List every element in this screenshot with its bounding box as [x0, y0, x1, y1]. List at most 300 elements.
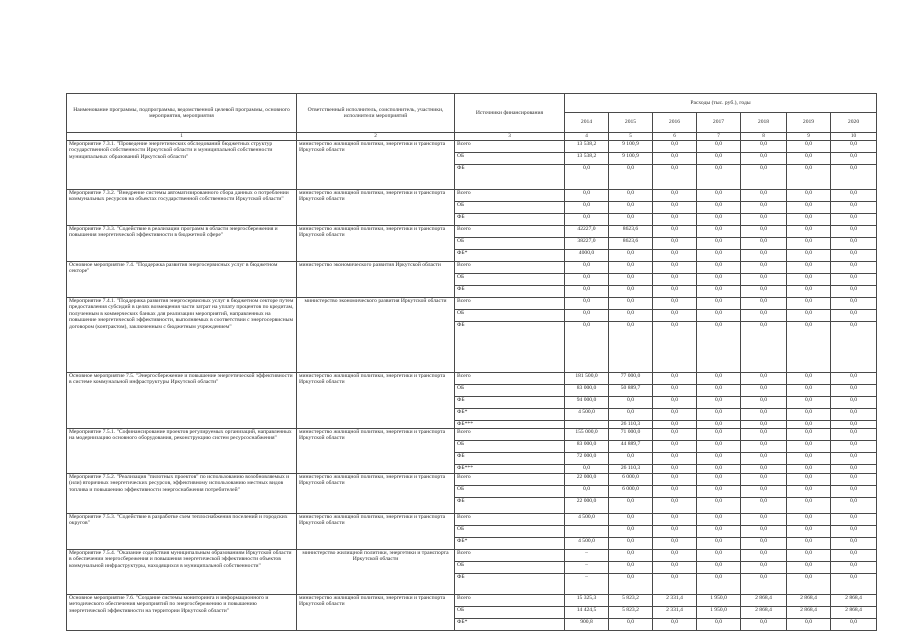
- funding-source: ФБ: [455, 498, 565, 514]
- expense-value: 0,0: [697, 310, 741, 322]
- expense-value: 0,0: [787, 226, 831, 238]
- expense-value: 0,0: [609, 322, 653, 373]
- expense-value: –: [565, 550, 609, 562]
- expense-value: 0,0: [741, 262, 787, 274]
- expense-value: 0,0: [831, 322, 877, 373]
- expense-value: 0,0: [565, 274, 609, 286]
- expense-value: 0,0: [697, 202, 741, 214]
- expense-value: [565, 421, 609, 429]
- expense-value: 8623,6: [609, 238, 653, 250]
- expense-value: 0,0: [831, 486, 877, 498]
- activity-name: Мероприятие 7.5.1. "Софинансирование проектов регулируемых организаций, направленных на модернизацию основного оборудования, реконструкцию систем ресурсоснабжения": [67, 429, 297, 474]
- expense-value: 77 000,0: [609, 373, 653, 385]
- expense-value: –: [565, 574, 609, 595]
- expense-value: 0,0: [831, 397, 877, 409]
- header-name: Наименование программы, подпрограммы, ведомственной целевой программы, основного мероприятия, мероприятия: [67, 94, 297, 133]
- expense-value: 0,0: [653, 421, 697, 429]
- expense-value: 0,0: [787, 298, 831, 310]
- funding-source: ОБ: [455, 562, 565, 574]
- expense-value: 0,0: [609, 262, 653, 274]
- expense-value: 0,0: [653, 619, 697, 631]
- expense-value: 44 889,7: [609, 441, 653, 453]
- expense-value: 0,0: [741, 286, 787, 298]
- expense-value: 42227,0: [565, 226, 609, 238]
- expense-value: 0,0: [697, 153, 741, 165]
- expense-value: 6 000,0: [609, 486, 653, 498]
- expense-value: 0,0: [741, 190, 787, 202]
- expense-value: 0,0: [787, 250, 831, 262]
- expense-value: 0,0: [653, 550, 697, 562]
- expense-value: 0,0: [609, 453, 653, 465]
- funding-source: ФБ: [455, 214, 565, 226]
- expense-value: 0,0: [741, 298, 787, 310]
- activity-name: Мероприятие 7.5.3. "Содействие в разработке схем теплоснабжения поселений и городских округов": [67, 514, 297, 550]
- expense-value: 0,0: [831, 421, 877, 429]
- expense-value: 0,0: [741, 486, 787, 498]
- expense-value: 22 000,0: [565, 498, 609, 514]
- funding-source: ОБ: [455, 385, 565, 397]
- expense-value: 2 868,4: [787, 595, 831, 607]
- expense-value: 94 000,0: [565, 397, 609, 409]
- column-number: 9: [787, 133, 831, 141]
- responsible-executor: министерство жилищной политики, энергетики и транспорта Иркутской области: [297, 429, 455, 474]
- expense-value: 14 424,5: [565, 607, 609, 619]
- expense-value: 0,0: [787, 550, 831, 562]
- table-row: [67, 514, 877, 526]
- expense-value: 0,0: [653, 465, 697, 474]
- expense-value: 0,0: [609, 286, 653, 298]
- expense-value: 0,0: [697, 385, 741, 397]
- expense-value: 0,0: [741, 550, 787, 562]
- header-year: 2020: [831, 113, 877, 133]
- funding-source: Всего: [455, 429, 565, 441]
- funding-source: Всего: [455, 141, 565, 153]
- expense-value: 0,0: [741, 238, 787, 250]
- expense-value: 0,0: [565, 165, 609, 190]
- expense-value: 0,0: [741, 310, 787, 322]
- expense-value: –: [565, 562, 609, 574]
- funding-source: ОБ: [455, 526, 565, 538]
- expense-value: 0,0: [697, 262, 741, 274]
- expense-value: 26 110,3: [609, 421, 653, 429]
- expense-value: 5 823,2: [609, 595, 653, 607]
- expense-value: 0,0: [653, 153, 697, 165]
- budget-table: [66, 93, 877, 631]
- funding-source: Всего: [455, 514, 565, 526]
- expense-value: 0,0: [831, 141, 877, 153]
- expense-value: 83 000,0: [565, 441, 609, 453]
- expense-value: 0,0: [831, 286, 877, 298]
- expense-value: 0,0: [741, 165, 787, 190]
- column-number: 7: [697, 133, 741, 141]
- expense-value: 0,0: [741, 474, 787, 486]
- expense-value: 0,0: [697, 538, 741, 550]
- expense-value: 0,0: [741, 429, 787, 441]
- activity-name: Мероприятие 7.3.1. "Проведение энергетических обследований бюджетных структур государственной собственности Иркутской области и муниципальной собственности муниципальных образований Иркутской области": [67, 141, 297, 190]
- funding-source: ОБ: [455, 486, 565, 498]
- funding-source: Всего: [455, 373, 565, 385]
- expense-value: 0,0: [697, 322, 741, 373]
- expense-value: 0,0: [831, 474, 877, 486]
- expense-value: 0,0: [653, 574, 697, 595]
- expense-value: 0,0: [653, 514, 697, 526]
- expense-value: 0,0: [787, 310, 831, 322]
- funding-source: ОБ: [455, 238, 565, 250]
- expense-value: 1 950,0: [697, 607, 741, 619]
- expense-value: 0,0: [653, 409, 697, 421]
- expense-value: 0,0: [831, 153, 877, 165]
- expense-value: 13 538,2: [565, 141, 609, 153]
- table-row: [67, 429, 877, 441]
- funding-source: ФБ: [455, 453, 565, 465]
- expense-value: 0,0: [609, 310, 653, 322]
- expense-value: 0,0: [653, 474, 697, 486]
- column-number: 3: [455, 133, 565, 141]
- expense-value: 0,0: [787, 574, 831, 595]
- responsible-executor: министерство экономического развития Иркутской области: [297, 298, 455, 373]
- expense-value: 0,0: [609, 298, 653, 310]
- expense-value: 0,0: [697, 429, 741, 441]
- column-number: 2: [297, 133, 455, 141]
- expense-value: 0,0: [831, 373, 877, 385]
- expense-value: 71 000,0: [609, 429, 653, 441]
- activity-name: Мероприятие 7.3.2. "Внедрение системы автоматизированного сбора данных о потреблении коммунальных ресурсов на объектах государственной собственности Иркутской области": [67, 190, 297, 226]
- expense-value: 0,0: [653, 322, 697, 373]
- expense-value: 0,0: [565, 298, 609, 310]
- expense-value: 0,0: [697, 574, 741, 595]
- expense-value: 22 000,0: [565, 474, 609, 486]
- expense-value: 0,0: [741, 153, 787, 165]
- table-row: [67, 190, 877, 202]
- expense-value: 4 500,0: [565, 409, 609, 421]
- expense-value: 0,0: [697, 619, 741, 631]
- table-row: [67, 550, 877, 562]
- table-row: [67, 595, 877, 607]
- expense-value: 0,0: [787, 619, 831, 631]
- expense-value: 0,0: [653, 262, 697, 274]
- expense-value: 0,0: [653, 274, 697, 286]
- expense-value: 0,0: [697, 421, 741, 429]
- expense-value: 0,0: [565, 262, 609, 274]
- expense-value: 0,0: [653, 526, 697, 538]
- expense-value: 0,0: [831, 262, 877, 274]
- table-row: [67, 226, 877, 238]
- funding-source: ФБ*: [455, 409, 565, 421]
- expense-value: 9 100,9: [609, 153, 653, 165]
- funding-source: ОБ: [455, 274, 565, 286]
- expense-value: 0,0: [653, 141, 697, 153]
- responsible-executor: министерство жилищной политики, энергетики и транспорта Иркутской области: [297, 373, 455, 429]
- expense-value: 2 331,4: [653, 607, 697, 619]
- expense-value: 0,0: [609, 274, 653, 286]
- responsible-executor: министерство жилищной политики, энергетики и транспорта Иркутской области: [297, 190, 455, 226]
- expense-value: 0,0: [831, 238, 877, 250]
- expense-value: 0,0: [609, 538, 653, 550]
- expense-value: 0,0: [787, 202, 831, 214]
- expense-value: 0,0: [787, 286, 831, 298]
- expense-value: 0,0: [565, 486, 609, 498]
- column-number-row: [67, 133, 877, 141]
- responsible-executor: министерство жилищной политики, энергетики и транспорта Иркутской области: [297, 141, 455, 190]
- table-row: [67, 298, 877, 310]
- header-source: Источники финансирования: [455, 94, 565, 133]
- expense-value: 0,0: [653, 190, 697, 202]
- expense-value: 0,0: [831, 214, 877, 226]
- expense-value: 0,0: [831, 190, 877, 202]
- expense-value: 0,0: [741, 373, 787, 385]
- header-executor: Ответственный исполнитель, соисполнитель, участники, исполнители мероприятий: [297, 94, 455, 133]
- expense-value: 0,0: [741, 421, 787, 429]
- expense-value: 0,0: [831, 310, 877, 322]
- expense-value: 0,0: [741, 397, 787, 409]
- table-row: [67, 373, 877, 385]
- funding-source: ФБ*: [455, 538, 565, 550]
- funding-source: ОБ: [455, 310, 565, 322]
- expense-value: 5 823,2: [609, 607, 653, 619]
- expense-value: 0,0: [741, 385, 787, 397]
- header-row: [67, 94, 877, 113]
- funding-source: ОБ: [455, 607, 565, 619]
- expense-value: 0,0: [831, 574, 877, 595]
- table-row: [67, 141, 877, 153]
- expense-value: 0,0: [787, 214, 831, 226]
- expense-value: 0,0: [787, 141, 831, 153]
- expense-value: 0,0: [609, 165, 653, 190]
- expense-value: 0,0: [741, 538, 787, 550]
- expense-value: 0,0: [697, 514, 741, 526]
- expense-value: 13 538,2: [565, 153, 609, 165]
- expense-value: 0,0: [787, 373, 831, 385]
- expense-value: 0,0: [609, 526, 653, 538]
- activity-name: Основное мероприятие 7.5. "Энергосбережение и повышение энергетической эффективности в системе коммунальной инфраструктуры Иркутской области": [67, 373, 297, 429]
- expense-value: 0,0: [697, 397, 741, 409]
- expense-value: 0,0: [609, 397, 653, 409]
- responsible-executor: министерство жилищной политики, энергетики и транспорта Иркутской области: [297, 226, 455, 262]
- table-row: [67, 262, 877, 274]
- expense-value: 0,0: [787, 562, 831, 574]
- expense-value: 0,0: [697, 226, 741, 238]
- expense-value: 0,0: [787, 190, 831, 202]
- expense-value: 0,0: [831, 538, 877, 550]
- expense-value: 0,0: [565, 322, 609, 373]
- expense-value: 0,0: [831, 226, 877, 238]
- expense-value: 0,0: [609, 498, 653, 514]
- expense-value: 0,0: [831, 550, 877, 562]
- responsible-executor: министерство жилищной политики, энергетики и транспорта Иркутской области: [297, 514, 455, 550]
- funding-source: Всего: [455, 298, 565, 310]
- responsible-executor: министерство экономического развития Иркутской области: [297, 262, 455, 298]
- expense-value: 0,0: [741, 574, 787, 595]
- responsible-executor: министерство жилищной политики, энергетики и транспорта Иркутской области: [297, 550, 455, 595]
- expense-value: 0,0: [609, 214, 653, 226]
- expense-value: 0,0: [697, 474, 741, 486]
- expense-value: 900,8: [565, 619, 609, 631]
- expense-value: 0,0: [653, 453, 697, 465]
- expense-value: 0,0: [609, 619, 653, 631]
- expense-value: 0,0: [653, 286, 697, 298]
- expense-value: 9 100,9: [609, 141, 653, 153]
- header-year: 2019: [787, 113, 831, 133]
- expense-value: 83 000,0: [565, 385, 609, 397]
- responsible-executor: министерство жилищной политики, энергетики и транспорта Иркутской области: [297, 474, 455, 514]
- expense-value: 0,0: [831, 514, 877, 526]
- expense-value: 0,0: [697, 453, 741, 465]
- funding-source: ФБ***: [455, 465, 565, 474]
- funding-source: ФБ***: [455, 421, 565, 429]
- activity-name: Мероприятие 7.4.1. "Поддержка развития энергосервисных услуг в бюджетном секторе путем предоставления субсидий в целях возмещения части затрат на уплату процентов по кредитам, полученным в коммерческих банках для реализации мероприятий, направленных на повышение энергетической эффективности, выполняемых в соответствии с энергосервисным договором (контрактом), заключенным с бюджетным учреждением": [67, 298, 297, 373]
- expense-value: 0,0: [741, 322, 787, 373]
- header-year: 2015: [609, 113, 653, 133]
- column-number: 1: [67, 133, 297, 141]
- expense-value: 0,0: [831, 250, 877, 262]
- column-number: 4: [565, 133, 609, 141]
- expense-value: 0,0: [653, 250, 697, 262]
- expense-value: 0,0: [787, 274, 831, 286]
- expense-value: [565, 526, 609, 538]
- expense-value: 2 868,4: [787, 607, 831, 619]
- funding-source: Всего: [455, 190, 565, 202]
- expense-value: 0,0: [697, 165, 741, 190]
- activity-name: Мероприятие 7.5.2. "Реализация "пилотных проектов" по использованию возобновляемых и (или) вторичных энергетических ресурсов, эффективному использованию местных видов топлива и повышению эффективности энергоснабжения потребителей": [67, 474, 297, 514]
- expense-value: 0,0: [741, 274, 787, 286]
- expense-value: 0,0: [609, 409, 653, 421]
- expense-value: 0,0: [741, 465, 787, 474]
- responsible-executor: министерство жилищной политики, энергетики и транспорта Иркутской области: [297, 595, 455, 631]
- expense-value: 2 868,4: [741, 607, 787, 619]
- expense-value: 0,0: [609, 574, 653, 595]
- header-year: 2014: [565, 113, 609, 133]
- column-number: 10: [831, 133, 877, 141]
- expense-value: 0,0: [831, 429, 877, 441]
- funding-source: ФБ: [455, 286, 565, 298]
- expense-value: 2 868,4: [741, 595, 787, 607]
- expense-value: 26 110,3: [609, 465, 653, 474]
- expense-value: 0,0: [741, 526, 787, 538]
- expense-value: 0,0: [831, 409, 877, 421]
- expense-value: 0,0: [787, 153, 831, 165]
- funding-source: ФБ: [455, 322, 565, 373]
- expense-value: 0,0: [653, 310, 697, 322]
- expense-value: 0,0: [653, 538, 697, 550]
- expense-value: 0,0: [787, 397, 831, 409]
- expense-value: 0,0: [565, 286, 609, 298]
- header-year: 2017: [697, 113, 741, 133]
- header-year: 2016: [653, 113, 697, 133]
- expense-value: 0,0: [787, 441, 831, 453]
- expense-value: 8623,6: [609, 226, 653, 238]
- expense-value: 2 331,4: [653, 595, 697, 607]
- header-year: 2018: [741, 113, 787, 133]
- expense-value: 0,0: [831, 498, 877, 514]
- expense-value: 0,0: [787, 453, 831, 465]
- expense-value: 4 500,0: [565, 514, 609, 526]
- activity-name: Основное мероприятие 7.4. "Поддержка развития энергосервисных услуг в бюджетном секторе": [67, 262, 297, 298]
- expense-value: 0,0: [787, 474, 831, 486]
- expense-value: 0,0: [609, 190, 653, 202]
- funding-source: Всего: [455, 550, 565, 562]
- expense-value: 0,0: [653, 202, 697, 214]
- expense-value: 0,0: [741, 250, 787, 262]
- expense-value: 0,0: [741, 453, 787, 465]
- expense-value: 0,0: [697, 298, 741, 310]
- expense-value: 0,0: [697, 250, 741, 262]
- expense-value: 0,0: [653, 165, 697, 190]
- expense-value: 0,0: [787, 262, 831, 274]
- expense-value: 0,0: [697, 141, 741, 153]
- expense-value: 0,0: [787, 514, 831, 526]
- expense-value: 0,0: [653, 214, 697, 226]
- expense-value: 0,0: [741, 619, 787, 631]
- expense-value: 0,0: [653, 298, 697, 310]
- expense-value: 0,0: [787, 385, 831, 397]
- expense-value: 72 000,0: [565, 453, 609, 465]
- expense-value: 0,0: [653, 238, 697, 250]
- expense-value: 2 868,4: [831, 595, 877, 607]
- column-number: 8: [741, 133, 787, 141]
- expense-value: 0,0: [831, 619, 877, 631]
- expense-value: 0,0: [787, 498, 831, 514]
- expense-value: 1 950,0: [697, 595, 741, 607]
- expense-value: 0,0: [697, 190, 741, 202]
- expense-value: 50 889,7: [609, 385, 653, 397]
- expense-value: 0,0: [565, 190, 609, 202]
- activity-name: Мероприятие 7.3.3. "Содействие в реализации программ в области энергосбережения и повышения энергетической эффективности в бюджетной сфере": [67, 226, 297, 262]
- expense-value: 0,0: [787, 165, 831, 190]
- expense-value: 0,0: [741, 141, 787, 153]
- expense-value: 0,0: [741, 202, 787, 214]
- expense-value: 0,0: [831, 165, 877, 190]
- activity-name: Мероприятие 7.5.4. "Оказание содействия муниципальным образованиям Иркутской области в обеспечении энергосбережения и повышения энергетической эффективности объектов коммунальной инфраструктуры, находящихся в муниципальной собственности": [67, 550, 297, 595]
- expense-value: 0,0: [697, 550, 741, 562]
- expense-value: 0,0: [609, 550, 653, 562]
- expense-value: 4000,0: [565, 250, 609, 262]
- expense-value: 0,0: [697, 238, 741, 250]
- expense-value: 0,0: [609, 562, 653, 574]
- expense-value: 0,0: [565, 202, 609, 214]
- expense-value: 0,0: [565, 310, 609, 322]
- expense-value: 0,0: [831, 441, 877, 453]
- expense-value: 6 000,0: [609, 474, 653, 486]
- expense-value: 0,0: [697, 465, 741, 474]
- expense-value: 0,0: [653, 441, 697, 453]
- funding-source: Всего: [455, 262, 565, 274]
- expense-value: 0,0: [609, 250, 653, 262]
- expense-value: 0,0: [653, 397, 697, 409]
- funding-source: Всего: [455, 226, 565, 238]
- expense-value: 0,0: [787, 429, 831, 441]
- funding-source: ОБ: [455, 153, 565, 165]
- funding-source: ФБ: [455, 397, 565, 409]
- expense-value: 0,0: [787, 526, 831, 538]
- funding-source: ФБ*: [455, 619, 565, 631]
- expense-value: 2 868,4: [831, 607, 877, 619]
- expense-value: 0,0: [653, 226, 697, 238]
- expense-value: 15 325,3: [565, 595, 609, 607]
- funding-source: ФБ: [455, 165, 565, 190]
- expense-value: 0,0: [831, 202, 877, 214]
- expense-value: 0,0: [653, 486, 697, 498]
- expense-value: 0,0: [741, 514, 787, 526]
- expense-value: 0,0: [565, 214, 609, 226]
- expense-value: 0,0: [697, 486, 741, 498]
- expense-value: 0,0: [697, 214, 741, 226]
- funding-source: ОБ: [455, 441, 565, 453]
- expense-value: 0,0: [653, 373, 697, 385]
- expense-value: 0,0: [831, 385, 877, 397]
- expense-value: 0,0: [565, 465, 609, 474]
- expense-value: 0,0: [697, 441, 741, 453]
- expense-value: 0,0: [831, 453, 877, 465]
